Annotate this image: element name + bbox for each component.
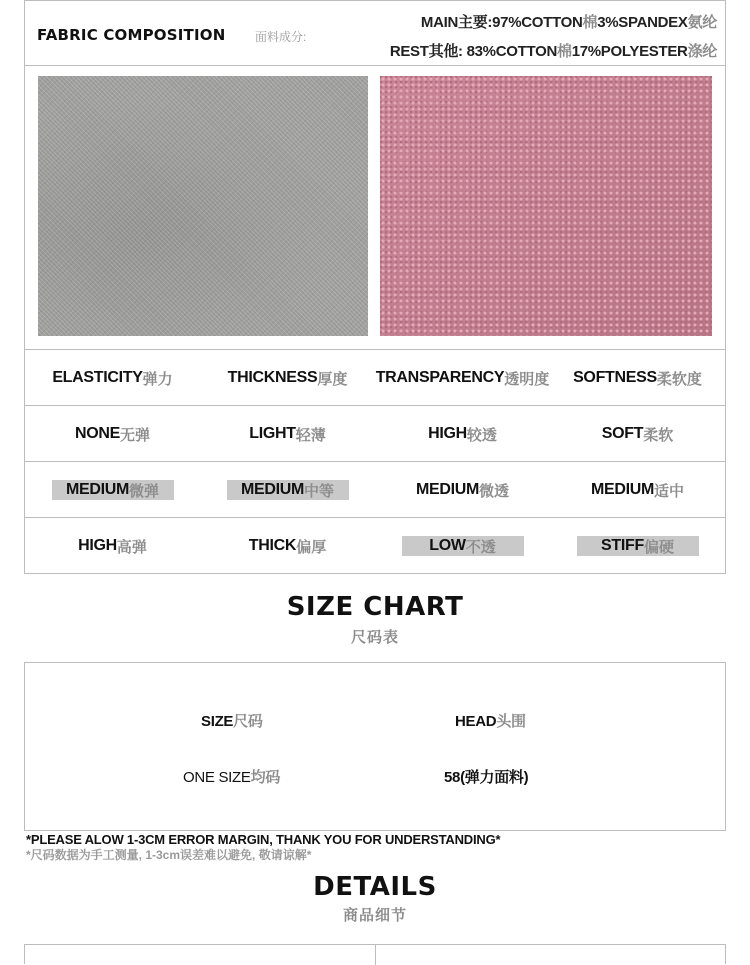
property-label-en: STIFF — [601, 537, 644, 554]
size-chart-heading-cn: 尺码表 — [350, 629, 399, 646]
fabric-properties-table — [24, 349, 726, 574]
property-label-en: HIGH — [78, 537, 117, 554]
property-label-en: HIGH — [428, 425, 467, 442]
property-option-cell — [550, 462, 725, 518]
selected-option-highlight — [577, 536, 699, 556]
property-label-cn: 偏硬 — [643, 538, 674, 556]
property-label-cn: 透明度 — [504, 370, 550, 388]
head-header-en: HEAD — [455, 713, 497, 730]
property-label-en: LOW — [429, 537, 466, 554]
property-label-en: MEDIUM — [65, 481, 130, 498]
main-cotton: :97%COTTON — [487, 14, 583, 31]
property-label-en: NONE — [74, 425, 120, 442]
error-margin-note-cn: *尺码数据为手工测量, 1-3cm误差难以避免, 敬请谅解* — [26, 848, 312, 862]
properties-row — [25, 462, 725, 518]
head-value-number: 58 — [444, 769, 461, 786]
property-option-cell — [25, 518, 200, 574]
property-label-cn: 较透 — [466, 426, 497, 444]
head-value-cell — [444, 766, 528, 787]
property-label-en: SOFT — [601, 425, 644, 442]
property-label-cn: 无弹 — [120, 426, 151, 444]
property-option-cell — [550, 406, 725, 462]
properties-row — [25, 518, 725, 574]
selected-option-highlight — [227, 480, 349, 500]
head-value-note: (弹力面料) — [460, 769, 529, 786]
main-spandex: 3%SPANDEX — [597, 14, 688, 31]
selected-option-highlight — [402, 536, 524, 556]
property-option-cell — [25, 462, 200, 518]
property-option-cell — [200, 462, 375, 518]
grey-fabric-swatch-image — [38, 76, 368, 336]
property-option-cell — [375, 518, 550, 574]
size-chart-table — [24, 662, 726, 831]
property-label-cn: 高弹 — [116, 538, 147, 556]
rest-cotton-cn: 棉 — [556, 43, 572, 60]
fabric-swatch-panel — [24, 66, 726, 350]
property-label-cn: 不透 — [465, 538, 496, 556]
property-label-cn: 厚度 — [317, 370, 348, 388]
property-header-cell — [200, 350, 375, 406]
pink-terry-fabric-swatch-image — [380, 76, 712, 336]
composition-title-cn: 面料成分: — [255, 30, 307, 44]
property-label-cn: 柔软 — [643, 426, 674, 444]
details-heading-cn: 商品细节 — [342, 907, 407, 924]
property-option-cell — [200, 518, 375, 574]
property-header-cell — [25, 350, 200, 406]
property-label-cn: 微弹 — [129, 482, 160, 500]
size-value-cn: 均码 — [250, 769, 281, 786]
property-label-cn: 轻薄 — [295, 426, 326, 444]
error-margin-note: *PLEASE ALOW 1-3CM ERROR MARGIN, THANK YOU FOR UNDERSTANDING* — [26, 832, 501, 847]
property-label-cn: 微透 — [479, 482, 510, 500]
property-option-cell — [200, 406, 375, 462]
size-column-header — [201, 710, 263, 731]
property-label-en: MEDIUM — [240, 481, 305, 498]
composition-main-line — [421, 11, 717, 32]
property-label-en: TRANSPARENCY — [375, 369, 505, 386]
property-header-cell — [375, 350, 550, 406]
property-label-cn: 弹力 — [142, 370, 173, 388]
size-header-en: SIZE — [201, 713, 234, 730]
head-header-cn: 头围 — [496, 713, 526, 730]
rest-polyester: 17%POLYESTER — [571, 43, 688, 60]
main-label: MAIN — [420, 14, 459, 31]
selected-option-highlight — [52, 480, 174, 500]
property-option-cell — [375, 462, 550, 518]
property-label-en: SOFTNESS — [573, 369, 657, 386]
property-label-en: MEDIUM — [590, 481, 655, 498]
main-cotton-cn: 棉 — [582, 14, 598, 31]
head-column-header — [455, 710, 526, 731]
rest-polyester-cn: 涤纶 — [687, 43, 717, 60]
rest-label-cn: 其他 — [428, 43, 459, 60]
composition-rest-line — [390, 40, 717, 61]
property-label-en: LIGHT — [249, 425, 296, 442]
size-value-cell — [183, 766, 280, 787]
fabric-composition-header — [24, 0, 726, 66]
property-label-cn: 柔软度 — [656, 370, 702, 388]
property-label-cn: 偏厚 — [296, 538, 327, 556]
details-heading: DETAILS — [313, 872, 437, 902]
rest-label: REST — [389, 43, 429, 60]
details-table-divider — [375, 945, 376, 965]
size-value-en: ONE SIZE — [183, 769, 251, 786]
property-option-cell — [25, 406, 200, 462]
property-label-en: THICK — [248, 537, 297, 554]
property-label-en: ELASTICITY — [52, 369, 143, 386]
property-option-cell — [550, 518, 725, 574]
composition-title: FABRIC COMPOSITION — [37, 26, 226, 44]
properties-header-row — [25, 350, 725, 406]
details-table-top — [24, 944, 726, 964]
size-header-cn: 尺码 — [233, 713, 263, 730]
property-label-cn: 适中 — [654, 482, 685, 500]
main-label-cn: 主要 — [458, 14, 488, 31]
rest-cotton: : 83%COTTON — [458, 43, 557, 60]
property-label-cn: 中等 — [304, 482, 335, 500]
property-label-en: THICKNESS — [227, 369, 318, 386]
main-spandex-cn: 氨纶 — [687, 14, 717, 31]
properties-row — [25, 406, 725, 462]
property-header-cell — [550, 350, 725, 406]
property-label-en: MEDIUM — [415, 481, 480, 498]
size-chart-heading: SIZE CHART — [286, 592, 464, 622]
property-option-cell — [375, 406, 550, 462]
